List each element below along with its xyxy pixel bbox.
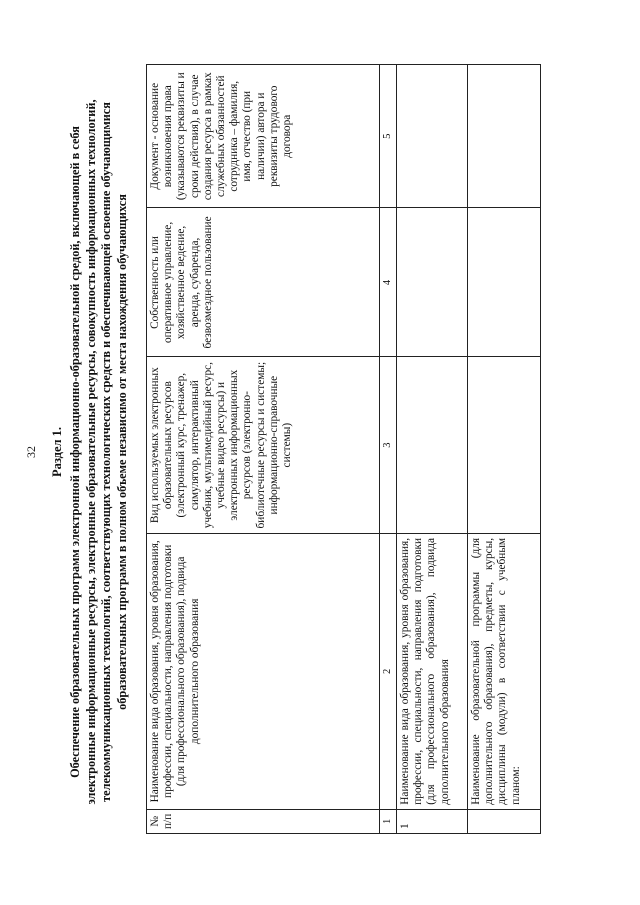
- table-header-row: [147, 65, 380, 834]
- row-number: [468, 809, 541, 833]
- column-number: 5: [380, 65, 397, 208]
- header-cell-ownership: Собственность или оперативное управление, хозяйственное ведение, аренда, субаренда, безвозмездное пользование: [147, 208, 380, 357]
- header-cell-document: Документ - основание возникновения права (указываются реквизиты и сроки действия), в случае создания ресурса в рамках служебных обязанностей сотрудника – фамилия, имя, отчество (при наличии) автора и реквизиты трудового договора: [147, 65, 380, 208]
- rotated-page-content: [20, 22, 620, 882]
- header-cell-number: № п/п: [147, 809, 380, 833]
- resources-table: [146, 64, 541, 834]
- row-name: Наименование образовательной программы (для дополнительного образования), предметы, курсы, дисциплины (модули) в соответствии с учебным планом:: [468, 533, 541, 809]
- column-number-row: [380, 65, 397, 834]
- row-document: [397, 65, 468, 208]
- heading-line: Обеспечение образовательных программ электронной информационно-образовательной средой, включающей в себя: [68, 126, 82, 778]
- column-number: 3: [380, 357, 397, 534]
- row-resources: [468, 357, 541, 534]
- row-ownership: [397, 208, 468, 357]
- heading-line: образовательных программ в полном объеме независимо от места нахождения обучающихся: [114, 194, 129, 710]
- heading-line: электронные информационные ресурсы, электронные образовательные ресурсы, совокупность информационных технологий,: [83, 99, 98, 805]
- column-number: 2: [380, 533, 397, 809]
- row-resources: [397, 357, 468, 534]
- row-number: 1: [397, 809, 468, 833]
- heading-line: телекоммуникационных технологий, соответствующих технологических средств и обеспечивающей освоение обучающимися: [99, 102, 113, 802]
- section-title: Раздел 1.: [50, 426, 64, 478]
- row-ownership: [468, 208, 541, 357]
- document-heading: [68, 52, 130, 852]
- page-number: 32: [24, 446, 38, 458]
- row-name: Наименование вида образования, уровня образования, профессии, специальности, направления подготовки (для профессионального образования), подвида дополнительного образования: [397, 533, 468, 809]
- column-number: 1: [380, 809, 397, 833]
- header-cell-resource-type: Вид используемых электронных образовательных ресурсов (электронный курс, тренажер, симулятор, интерактивный учебник, мультимедийный ресурс, учебные видео ресурсы) и электронных информационных ресурсов (электронно-библиотечные ресурсы и системы; информационно-справочные системы): [147, 357, 380, 534]
- table-row: [397, 65, 468, 834]
- row-document: [468, 65, 541, 208]
- table-row: [468, 65, 541, 834]
- header-cell-education-type: Наименование вида образования, уровня образования, профессии, специальности, направления подготовки (для профессионального образования), подвида дополнительного образования: [147, 533, 380, 809]
- column-number: 4: [380, 208, 397, 357]
